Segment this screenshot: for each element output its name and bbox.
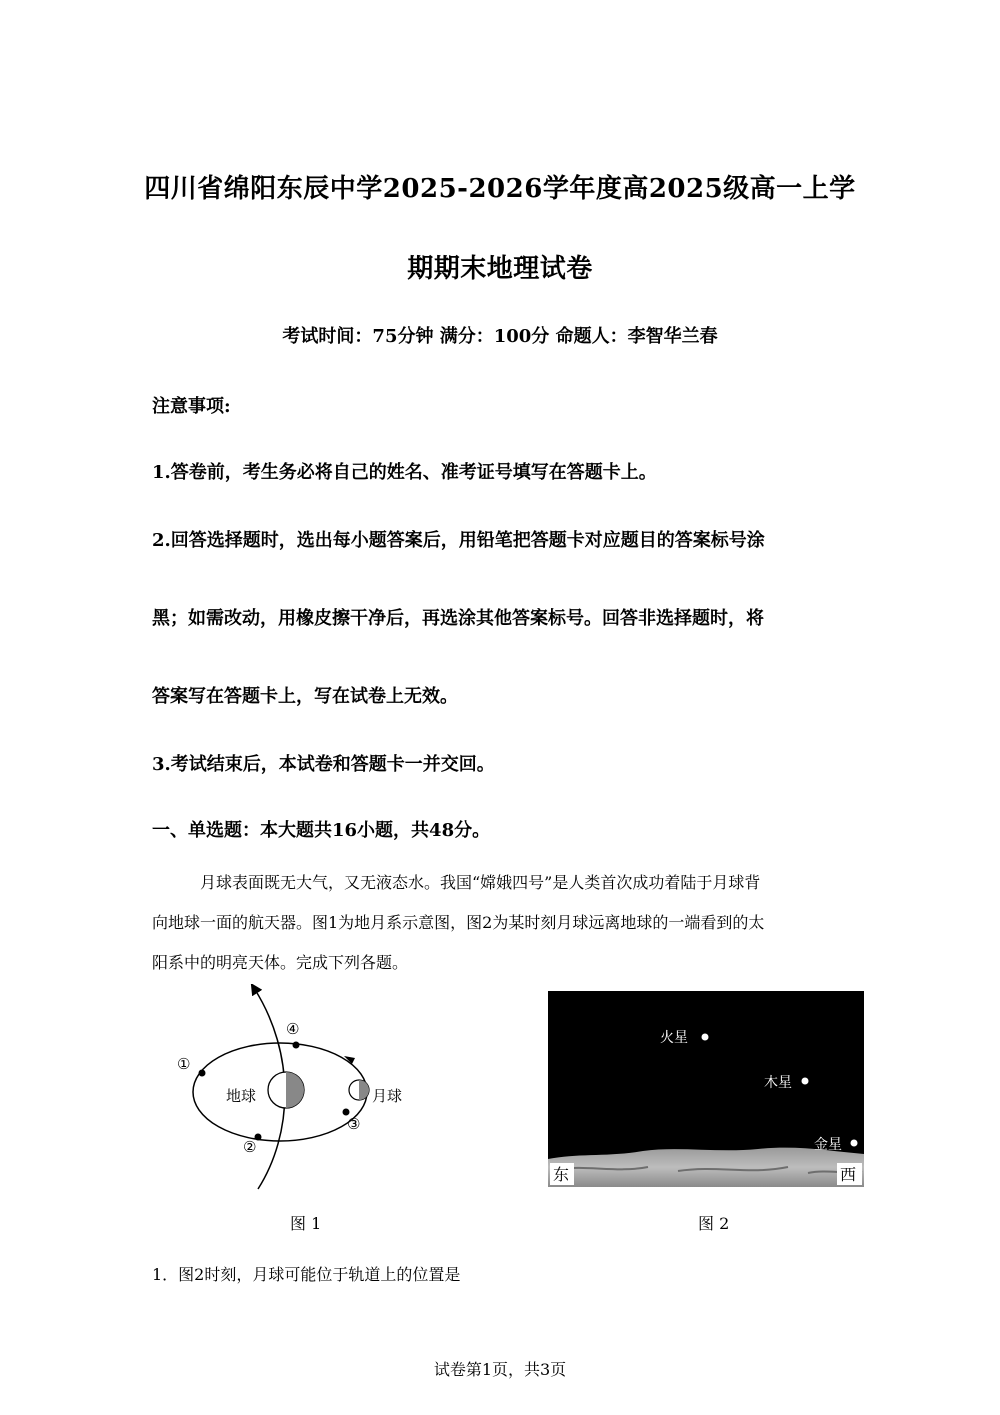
west-label: 西	[840, 1165, 857, 1184]
note-item-2-line1: 2.回答选择题时，选出每小题答案后，用铅笔把答题卡对应题目的答案标号涂	[152, 530, 765, 551]
passage-line3: 阳系中的明亮天体。完成下列各题。	[152, 953, 409, 972]
note-item-1: 1.答卷前，考生务必将自己的姓名、准考证号填写在答题卡上。	[152, 462, 657, 483]
position-label-4: ④	[286, 1020, 300, 1038]
passage-line2: 向地球一面的航天器。图1为地月系示意图，图2为某时刻月球远离地球的一端看到的太	[152, 913, 765, 932]
moon-label: 月球	[372, 1087, 403, 1105]
question-1: 1．图2时刻，月球可能位于轨道上的位置是	[152, 1265, 461, 1284]
exam-title-line2: 期期末地理试卷	[407, 254, 593, 284]
position-label-3: ③	[347, 1115, 361, 1133]
jupiter-dot	[802, 1078, 809, 1085]
mars-label: 火星	[660, 1030, 688, 1046]
exam-title-line1: 四川省绵阳东辰中学2025-2026学年度高2025级高一上学	[144, 174, 856, 204]
earth-moon-diagram	[168, 984, 418, 1194]
section-heading: 一、单选题：本大题共16小题，共48分。	[152, 820, 491, 841]
earth-label: 地球	[226, 1087, 257, 1105]
mars-dot	[702, 1034, 709, 1041]
jupiter-label: 木星	[764, 1075, 792, 1091]
page-footer: 试卷第1页，共3页	[433, 1360, 567, 1379]
east-label: 东	[553, 1165, 570, 1184]
earth-icon	[268, 1072, 304, 1108]
exam-meta: 考试时间：75分钟 满分：100分 命题人：李智华兰春	[282, 326, 718, 347]
notes-heading: 注意事项:	[152, 396, 231, 417]
passage-line1: 月球表面既无大气，又无液态水。我国“嫦娥四号”是人类首次成功着陆于月球背	[200, 873, 761, 892]
position-label-1: ①	[177, 1055, 191, 1073]
lunar-sky-photo	[548, 991, 864, 1187]
venus-label: 金星	[814, 1137, 842, 1153]
note-item-2-line3: 答案写在答题卡上，写在试卷上无效。	[152, 686, 458, 707]
venus-dot	[851, 1140, 858, 1147]
position-dot-4	[293, 1042, 300, 1049]
figure2-caption: 图 2	[698, 1214, 730, 1233]
moon-icon	[349, 1080, 369, 1100]
note-item-3: 3.考试结束后，本试卷和答题卡一并交回。	[152, 754, 495, 775]
position-dot-1	[199, 1070, 206, 1077]
figure1-caption: 图 1	[290, 1214, 322, 1233]
note-item-2-line2: 黑；如需改动，用橡皮擦干净后，再选涂其他答案标号。回答非选择题时，将	[152, 608, 764, 629]
position-label-2: ②	[243, 1138, 257, 1156]
